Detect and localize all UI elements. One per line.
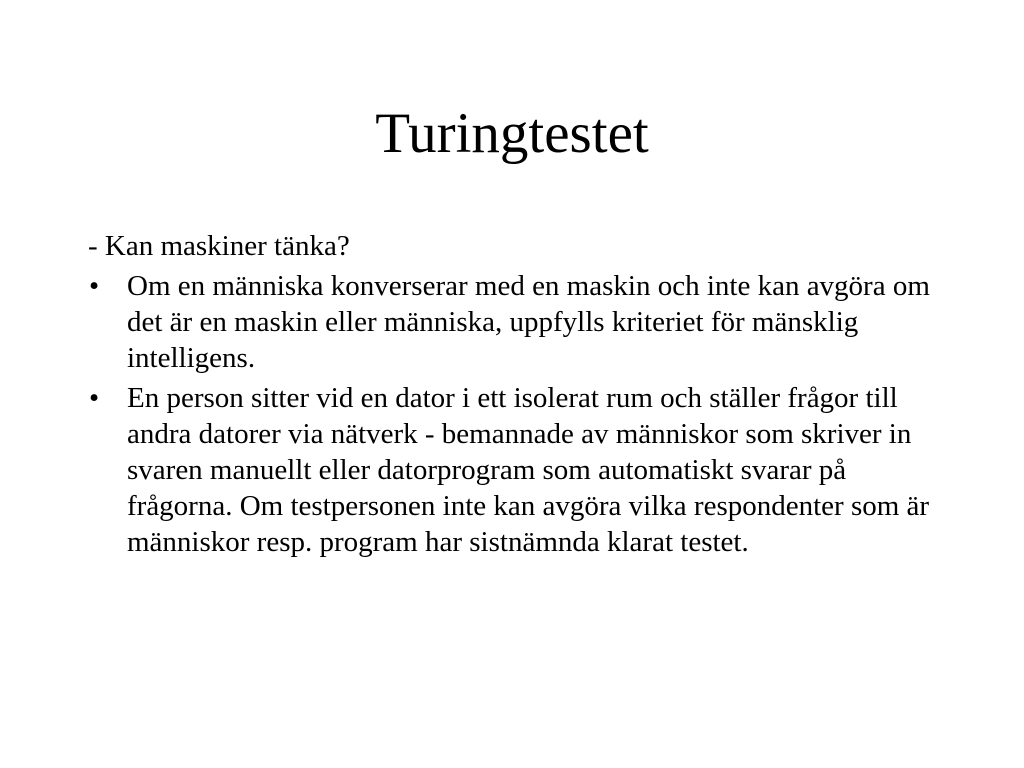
bullet-text: Om en människa konverserar med en maskin och inte kan avgöra om det är en maskin eller människa, uppfylls kriteriet för mänsklig intelligens. — [127, 270, 930, 374]
slide-body — [88, 228, 948, 564]
slide-title: Turingtestet — [375, 102, 649, 165]
bullet-icon: • — [89, 270, 100, 302]
bullet-icon: • — [89, 382, 100, 414]
bullet-item — [88, 268, 948, 376]
bullet-item — [88, 380, 948, 560]
bullet-text: En person sitter vid en dator i ett isolerat rum och ställer frågor till andra datorer via nätverk - bemannade av människor som skriver in svaren manuellt eller datorprogram som automatiskt svarar på frågorna. Om testpersonen inte kan avgöra vilka respondenter som är människor resp. program har sistnämnda klarat testet. — [127, 382, 930, 558]
intro-line: - Kan maskiner tänka? — [88, 230, 350, 262]
